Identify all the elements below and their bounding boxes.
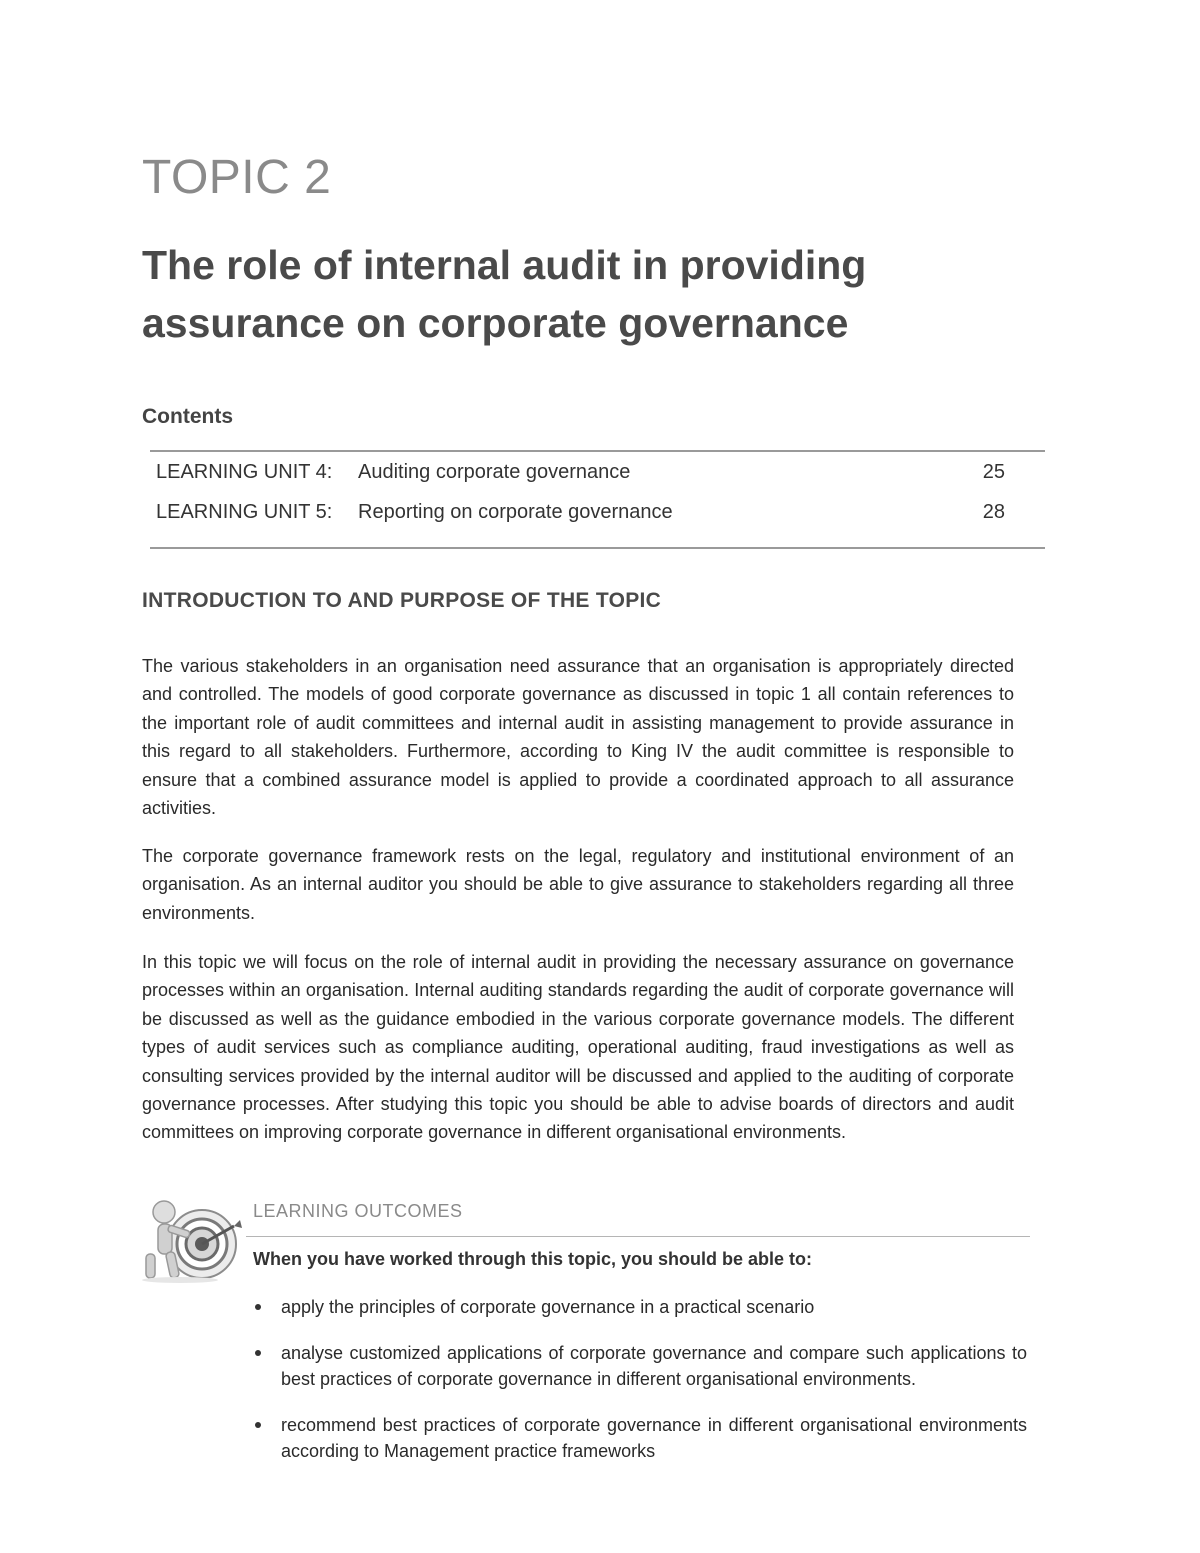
introduction-paragraph: In this topic we will focus on the role of internal audit in providing the necessary assurance on governance processes within an organisation. Internal auditing standards regarding the audit of corporate governance will be discussed as well as the guidance embodied in the various corporate governance models. The different types of audit services such as compliance auditing, operational auditing, fraud investigations as well as consulting services provided by the internal auditor will be discussed and applied to the auditing of corporate governance processes. After studying this topic you should be able to advise boards of directors and audit committees on improving corporate governance in different organisational environments. [142, 952, 1014, 1143]
introduction-heading: INTRODUCTION TO AND PURPOSE OF THE TOPIC [142, 589, 662, 612]
topic-title: The role of internal audit in providing assurance on corporate governance [142, 242, 867, 346]
learning-outcomes-heading: LEARNING OUTCOMES [253, 1201, 463, 1221]
list-item [253, 1294, 1027, 1320]
contents-table [150, 450, 1045, 549]
contents-row[interactable] [150, 461, 1045, 501]
contents-page-number: 25 [982, 461, 1005, 483]
introduction-paragraph: The corporate governance framework rests on the legal, regulatory and institutional environment of an organisation. As an internal auditor you should be able to give assurance to stakeholders regarding all three environments. [142, 846, 1014, 923]
learning-outcomes-intro: When you have worked through this topic, you should be able to: [253, 1249, 813, 1269]
learning-outcome-text: recommend best practices of corporate governance in different organisational environments according to Management practice frameworks [281, 1415, 1027, 1461]
introduction-paragraph: The various stakeholders in an organisation need assurance that an organisation is appropriately directed and controlled. The models of good corporate governance as discussed in topic 1 all contain references to the important role of audit committees and internal audit in assisting management to provide assurance in this regard to all stakeholders. Furthermore, according to King IV the audit committee is responsible to ensure that a combined assurance model is applied to provide a coordinated approach to all assurance activities. [142, 656, 1014, 819]
learning-outcomes-list [253, 1294, 1027, 1484]
list-item [253, 1412, 1027, 1464]
learning-outcomes-divider [246, 1236, 1030, 1237]
contents-unit-title: Auditing corporate governance [358, 461, 631, 483]
topic-label: TOPIC 2 [142, 151, 332, 204]
bullet-icon [255, 1422, 261, 1428]
bullet-icon [255, 1304, 261, 1310]
list-item [253, 1340, 1027, 1392]
contents-page-number: 28 [982, 501, 1005, 523]
contents-unit-label: LEARNING UNIT 5: [156, 501, 333, 523]
contents-unit-label: LEARNING UNIT 4: [156, 461, 333, 483]
bullet-icon [255, 1350, 261, 1356]
learning-outcome-text: analyse customized applications of corporate governance and compare such applications to best practices of corporate governance in different organisational environments. [281, 1343, 1027, 1389]
learning-outcome-text: apply the principles of corporate governance in a practical scenario [281, 1297, 815, 1317]
contents-row[interactable] [150, 501, 1045, 541]
contents-heading: Contents [142, 405, 233, 428]
contents-unit-title: Reporting on corporate governance [358, 501, 673, 523]
target-figure-icon [140, 1198, 244, 1284]
